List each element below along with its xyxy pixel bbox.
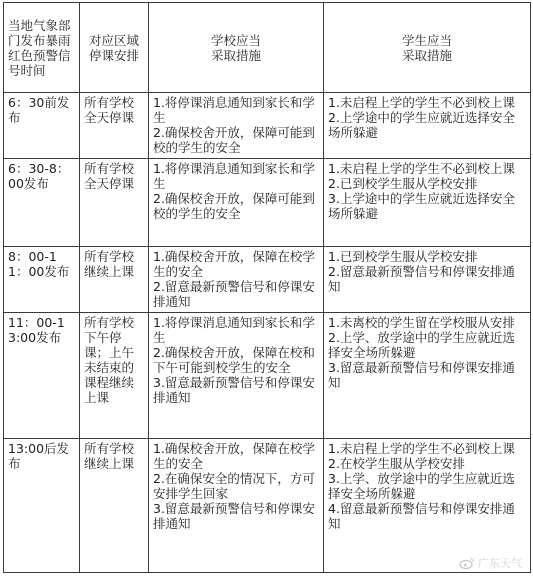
time-cell: 11：00-13:00发布 bbox=[4, 313, 80, 439]
header-row bbox=[4, 3, 531, 93]
school-measure-item: 2.在确保安全的情况下，方可安排学生回家 bbox=[153, 471, 315, 501]
time-cell: 6：30前发布 bbox=[4, 93, 80, 159]
weibo-watermark bbox=[459, 555, 522, 571]
school-measure-item: 1.确保校舍开放，保障在校学生的安全 bbox=[153, 441, 315, 471]
header-school-measures-text: 学校应当 采取措施 bbox=[210, 33, 261, 63]
school-measures-cell bbox=[149, 93, 324, 159]
student-measure-item: 1.未启程上学的学生不必到校上课 bbox=[328, 441, 515, 456]
arrangement-cell: 所有学校继续上课 bbox=[80, 439, 149, 573]
student-measure-item: 4.留意最新预警信号和停课安排通知 bbox=[328, 501, 515, 531]
header-arrangement: 对应区域停课安排 bbox=[80, 3, 149, 93]
student-measures-cell bbox=[324, 313, 531, 439]
student-measure-item: 2.上学途中的学生应就近选择安全场所躲避 bbox=[328, 110, 515, 140]
rainstorm-warning-table bbox=[3, 2, 531, 573]
school-measures-cell bbox=[149, 159, 324, 247]
arrangement-cell: 所有学校下午停课；上午未结束的课程继续上课 bbox=[80, 313, 149, 439]
school-measure-item: 1.将停课消息通知到家长和学生 bbox=[153, 95, 315, 125]
header-warning-time: 当地气象部门发布暴雨红色预警信号时间 bbox=[4, 3, 80, 93]
student-measure-item: 1.已到校学生服从学校安排 bbox=[328, 249, 478, 264]
school-measure-item: 2.留意最新预警信号和停课安排通知 bbox=[153, 279, 315, 309]
student-measure-item: 2.上学、放学途中的学生应就近选择安全场所躲避 bbox=[328, 330, 515, 360]
school-measure-item: 2.确保校舍开放，保障可能到校的学生的安全 bbox=[153, 191, 315, 221]
school-measure-item: 2.确保校舍开放，保障可能到校的学生的安全 bbox=[153, 125, 315, 155]
weibo-logo-icon bbox=[459, 557, 475, 569]
header-student-measures-text: 学生应当 采取措施 bbox=[401, 33, 452, 63]
arrangement-cell: 所有学校全天停课 bbox=[80, 93, 149, 159]
school-measures-cell bbox=[149, 313, 324, 439]
school-measure-item: 1.确保校舍开放，保障在校学生的安全 bbox=[153, 249, 315, 279]
student-measures-cell bbox=[324, 439, 531, 573]
header-student-measures bbox=[324, 3, 531, 93]
header-school-measures bbox=[149, 3, 324, 93]
student-measure-item: 1.未启程上学的学生不必到校上课 bbox=[328, 95, 515, 110]
warning-table-sheet bbox=[3, 2, 530, 574]
school-measure-item: 3.留意最新预警信号和停课安排通知 bbox=[153, 501, 315, 531]
table-row bbox=[4, 93, 531, 159]
school-measures-cell bbox=[149, 439, 324, 573]
school-measure-item: 1.将停课消息通知到家长和学生 bbox=[153, 315, 315, 345]
time-cell: 8：00-11：00发布 bbox=[4, 247, 80, 313]
arrangement-cell: 所有学校继续上课 bbox=[80, 247, 149, 313]
student-measures-cell bbox=[324, 247, 531, 313]
student-measures-cell bbox=[324, 159, 531, 247]
student-measure-item: 3.上学途中的学生应就近选择安全场所躲避 bbox=[328, 191, 515, 221]
student-measure-item: 1.未离校的学生留在学校服从安排 bbox=[328, 315, 515, 330]
arrangement-cell: 所有学校全天停课 bbox=[80, 159, 149, 247]
student-measure-item: 3.留意最新预警信号和停课安排通知 bbox=[328, 360, 515, 390]
table-row bbox=[4, 159, 531, 247]
student-measures-cell bbox=[324, 93, 531, 159]
student-measure-item: 2.已到校学生服从学校安排 bbox=[328, 176, 478, 191]
time-cell: 6：30-8：00发布 bbox=[4, 159, 80, 247]
table-row bbox=[4, 313, 531, 439]
school-measures-cell bbox=[149, 247, 324, 313]
school-measure-item: 1.将停课消息通知到家长和学生 bbox=[153, 161, 315, 191]
time-cell: 13:00后发布 bbox=[4, 439, 80, 573]
student-measure-item: 3.上学、放学途中的学生应就近选择安全场所躲避 bbox=[328, 471, 515, 501]
table-row bbox=[4, 439, 531, 573]
school-measure-item: 3.留意最新预警信号和停课安排通知 bbox=[153, 375, 315, 405]
table-row bbox=[4, 247, 531, 313]
school-measure-item: 2.确保校舍开放，保障在校和下午可能到校学生的安全 bbox=[153, 345, 315, 375]
student-measure-item: 2.在校学生服从学校安排 bbox=[328, 456, 465, 471]
student-measure-item: 1.未启程上学的学生不必到校上课 bbox=[328, 161, 515, 176]
student-measure-item: 2.留意最新预警信号和停课安排通知 bbox=[328, 264, 515, 294]
watermark-text: 广东天气 bbox=[478, 557, 522, 570]
